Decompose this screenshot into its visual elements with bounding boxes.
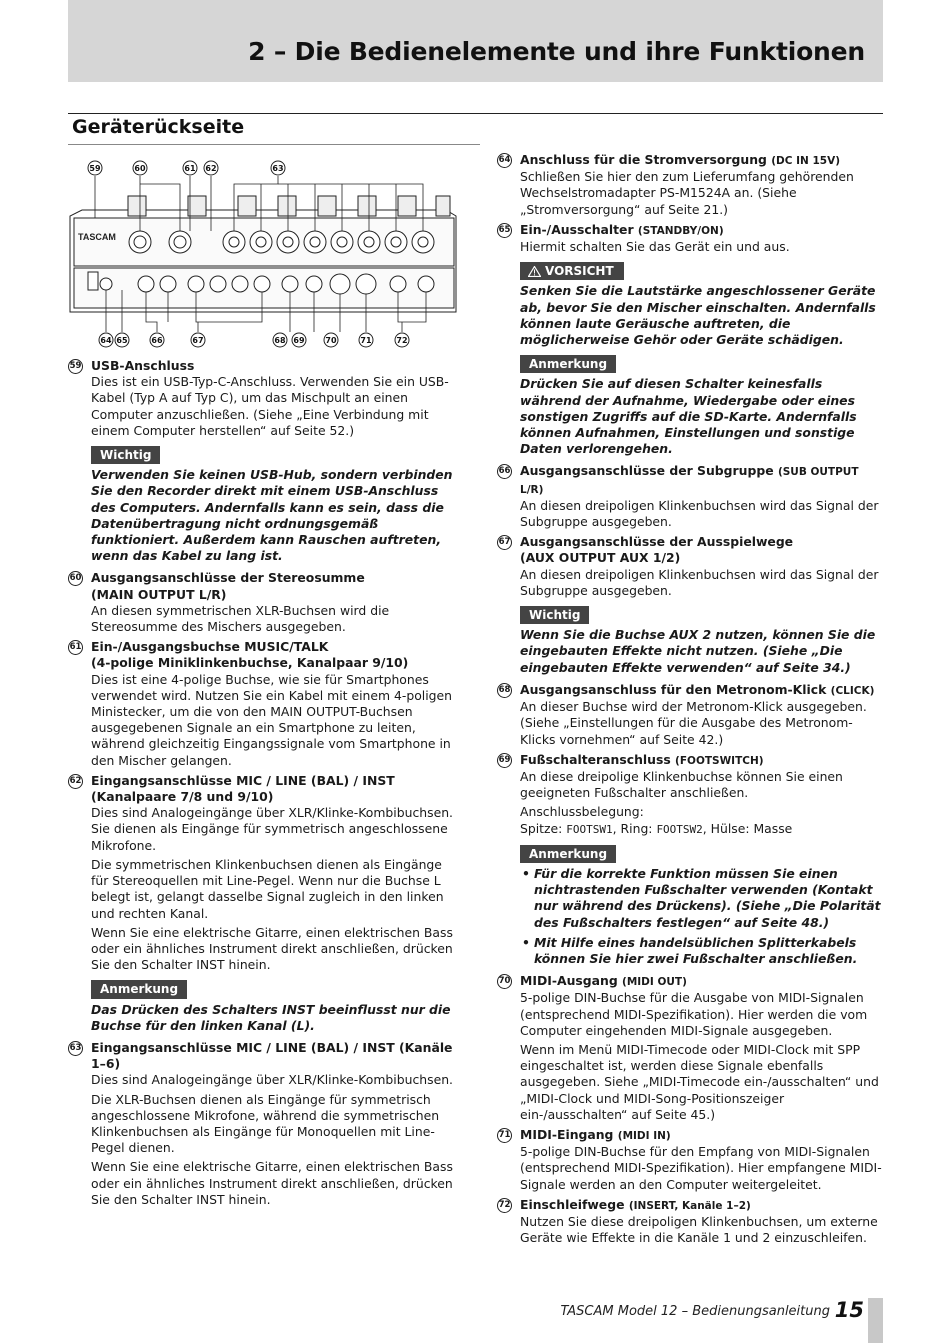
svg-text:70: 70 — [325, 336, 337, 345]
item-heading: Anschluss für die Stromversorgung — [520, 152, 767, 167]
item-heading-sub: (SUB OUTPUT L/R) — [520, 466, 859, 496]
note-anmerkung-2 — [520, 845, 883, 967]
note-text: Das Drücken des Schalters INST beeinflusst nur die Buchse für den linken Kanal (L). — [91, 1001, 451, 1033]
item-number: 71 — [497, 1128, 512, 1143]
item-number: 62 — [68, 774, 83, 789]
rear-panel-diagram — [68, 152, 463, 352]
footer-tab — [868, 1298, 883, 1343]
item-number: 67 — [497, 535, 512, 550]
page-number: 15 — [834, 1298, 864, 1322]
list-item: • Mit Hilfe eines handelsüblichen Splitterkabels können Sie hier zwei Fußschalter anschließen. — [520, 935, 883, 967]
item-body: Die XLR-Buchsen dienen als Eingänge für symmetrisch angeschlossene Mikrofone, während die symmetrischen Klinkenbuchsen als Eingänge für Monoquellen mit Line-Pegel dienen. — [91, 1091, 440, 1156]
item-69 — [497, 752, 883, 838]
item-body: An diese dreipolige Klinkenbuchse können Sie einen geeigneten Fußschalter anschließen. — [520, 768, 843, 801]
item-number: 59 — [68, 359, 83, 374]
item-number: 65 — [497, 223, 512, 238]
item-body: Wenn im Menü MIDI-Timecode oder MIDI-Clock mit SPP eingeschaltet ist, werden diese Signale ebenfalls ausgegeben. Siehe „MIDI-Timecode ein-/ausschalten“ und „MIDI-Clock und MIDI-Song-Positionszeiger ein-/ausschalten“ auf Seite 45.) — [520, 1041, 879, 1122]
note-wichtig — [91, 446, 458, 564]
item-body: Hiermit schalten Sie das Gerät ein und aus. — [520, 239, 790, 255]
callout-59 — [88, 161, 102, 175]
pin-label: , Hülse: Masse — [702, 820, 793, 836]
callout-60 — [133, 161, 147, 175]
item-body: Nutzen Sie diese dreipoligen Klinkenbuchsen, um externe Geräte wie Effekte in die Kanäle 1 und 2 einzuschleifen. — [520, 1213, 878, 1246]
pin-value: FOOTSW2 — [656, 822, 703, 836]
item-heading: Ausgangsanschlüsse der Subgruppe — [520, 463, 774, 479]
brand-logo: TASCAM — [78, 232, 116, 242]
chapter-title: 2 – Die Bedienelemente und ihre Funktionen — [248, 37, 865, 66]
note-label: Anmerkung — [91, 980, 187, 998]
callout-64 — [99, 333, 113, 347]
footer-text: TASCAM Model 12 – Bedienungsanleitung — [560, 1304, 830, 1319]
note-wichtig-right — [520, 606, 883, 676]
item-heading: Ausgangsanschlüsse der Ausspielwege — [520, 534, 794, 550]
item-heading-sub: (Kanalpaare 7/8 und 9/10) — [91, 789, 274, 805]
warning-icon — [528, 266, 541, 277]
callout-61 — [183, 161, 197, 175]
item-heading: Ausgangsanschlüsse der Stereosumme — [91, 570, 365, 586]
item-60 — [68, 570, 458, 635]
item-number: 70 — [497, 974, 512, 989]
item-number: 63 — [68, 1041, 83, 1056]
item-heading: Eingangsanschlüsse MIC / LINE (BAL) / INST — [91, 772, 395, 788]
item-body: Dies sind Analogeingänge über XLR/Klinke-Kombibuchsen. Sie dienen als Eingänge für symmetrisch angeschlossene Mikrofone. — [91, 805, 453, 853]
callout-66 — [150, 333, 164, 347]
note-label: Wichtig — [91, 446, 160, 464]
item-body: An diesen dreipoligen Klinkenbuchsen wird das Signal der Subgruppe ausgegeben. — [520, 566, 879, 598]
note-label: Anmerkung — [520, 355, 616, 373]
callout-65 — [115, 333, 129, 347]
item-body: 5-polige DIN-Buchse für den Empfang von MIDI-Signalen (entsprechend MIDI-Spezifikation). Hier empfangene MIDI-Signale werden an den Computer weitergeleitet. — [520, 1144, 882, 1192]
item-65 — [497, 222, 883, 255]
item-72 — [497, 1197, 883, 1247]
note-list — [520, 866, 883, 967]
item-67 — [497, 534, 883, 599]
svg-text:68: 68 — [274, 336, 286, 345]
callout-63 — [271, 161, 285, 175]
callout-70 — [324, 333, 338, 347]
svg-text:71: 71 — [360, 336, 372, 345]
chapter-header — [68, 0, 883, 82]
item-66 — [497, 463, 883, 530]
pin-label: Spitze: — [520, 820, 563, 836]
svg-text:62: 62 — [205, 164, 217, 173]
callout-62 — [204, 161, 218, 175]
item-heading: Einschleifwege — [520, 1196, 625, 1212]
item-number: 60 — [68, 571, 83, 586]
section-divider — [68, 113, 883, 114]
item-body: Dies sind Analogeingänge über XLR/Klinke-Kombibuchsen. — [91, 1072, 453, 1088]
svg-text:72: 72 — [396, 336, 408, 345]
item-body: Wenn Sie eine elektrische Gitarre, einen elektrischen Bass oder ein ähnliches Instrument direkt anschließen, drücken Sie den Schalter INST hinein. — [91, 1159, 453, 1207]
svg-text:61: 61 — [184, 164, 196, 173]
svg-text:64: 64 — [100, 336, 112, 345]
item-heading-sub: (MIDI OUT) — [622, 976, 687, 989]
item-number: 66 — [497, 464, 512, 479]
item-heading: Eingangsanschlüsse MIC / LINE (BAL) / INST (Kanäle 1–6) — [91, 1039, 453, 1072]
note-text: Wenn Sie die Buchse AUX 2 nutzen, können Sie die eingebauten Effekte nicht nutzen. (Siehe „Die eingebauten Effekte verwenden“ auf Seite 34.) — [520, 627, 876, 675]
svg-text:59: 59 — [89, 164, 101, 173]
callout-67 — [191, 333, 205, 347]
item-heading-sub: (STANDBY/ON) — [637, 224, 724, 237]
item-heading: MIDI-Ausgang — [520, 973, 618, 989]
item-number: 68 — [497, 683, 512, 698]
item-heading: MIDI-Eingang — [520, 1126, 614, 1142]
callout-69 — [292, 333, 306, 347]
note-label: Wichtig — [520, 606, 589, 624]
item-body: An diesen symmetrischen XLR-Buchsen wird die Stereosumme des Mischers ausgegeben. — [91, 602, 390, 635]
item-70 — [497, 973, 883, 1123]
item-body: Wenn Sie eine elektrische Gitarre, einen elektrischen Bass oder ein ähnliches Instrument direkt anschließen, drücken Sie den Schalter INST hinein. — [91, 924, 453, 973]
callout-71 — [359, 333, 373, 347]
note-anmerkung-1 — [520, 355, 883, 457]
item-heading-sub: (MAIN OUTPUT L/R) — [91, 586, 227, 602]
pin-value: FOOTSW1 — [566, 822, 613, 836]
note-anmerkung — [91, 980, 458, 1034]
note-text: Senken Sie die Lautstärke angeschlossener Geräte ab, bevor Sie den Mischer einschalten. Andernfalls können laute Geräusche auftreten, die möglicherweise Gehör oder Geräte schädigen. — [520, 283, 876, 348]
item-body: An diesen dreipoligen Klinkenbuchsen wird das Signal der Subgruppe ausgegeben. — [520, 497, 879, 530]
item-body: Dies ist ein USB-Typ-C-Anschluss. Verwenden Sie ein USB-Kabel (Typ A auf Typ C), um das Mischpult an einen Computer anzuschließen. (Siehe „Eine Verbindung mit einem Computer herstellen“ auf Seite 52.) — [91, 374, 449, 438]
item-64 — [497, 152, 883, 218]
item-59 — [68, 358, 458, 439]
item-body: Dies ist eine 4-polige Buchse, wie sie für Smartphones verwendet wird. Nutzen Sie ein Kabel mit einem 4-poligen Ministecker, um die von den MAIN OUTPUT-Buchsen ausgegebenen Signale an ein Smartphone zu leiten, während gleichzeitig Eingangssignale vom Smartphone in den Mischer gelangen. — [91, 671, 453, 768]
callout-68 — [273, 333, 287, 347]
item-number: 64 — [497, 153, 512, 168]
item-body: Anschlussbelegung: — [520, 804, 644, 820]
note-text: Verwenden Sie keinen USB-Hub, sondern verbinden Sie den Recorder direkt mit einem USB-Anschluss des Computers. Andernfalls kann es sein, dass die Datenübertragung nicht ordnungsgemäß funktioniert. Außerdem kann Rauschen auftreten, wenn das Kabel zu lang ist. — [91, 467, 453, 564]
footswitch-pin-assignment — [520, 821, 883, 838]
item-body: Schließen Sie hier den zum Lieferumfang gehörenden Wechselstromadapter PS-M1524A an. (Siehe „Stromversorgung“ auf Seite 21.) — [520, 169, 854, 217]
item-heading-sub: (MIDI IN) — [617, 1129, 671, 1142]
item-heading: Ein-/Ausschalter — [520, 221, 634, 237]
item-number: 69 — [497, 753, 512, 768]
item-61 — [68, 639, 458, 769]
item-heading-sub: (CLICK) — [830, 684, 875, 697]
note-text: Drücken Sie auf diesen Schalter keinesfalls während der Aufnahme, Wiedergabe oder eines sonstigen Zugriffs auf die SD-Karte. Andernfalls können Aufnahmen, Einstellungen und sonstige Daten verlorengehen. — [520, 376, 857, 457]
section-underline — [68, 144, 480, 145]
svg-text:60: 60 — [134, 164, 146, 173]
caution-label-text: VORSICHT — [545, 264, 614, 279]
pin-label: , Ring: — [612, 820, 653, 836]
svg-text:69: 69 — [293, 336, 305, 345]
svg-text:65: 65 — [116, 336, 128, 345]
callout-72 — [395, 333, 409, 347]
item-heading-sub: (FOOTSWITCH) — [675, 754, 764, 767]
item-68 — [497, 682, 883, 748]
item-number: 61 — [68, 640, 83, 655]
svg-text:63: 63 — [272, 164, 284, 173]
item-heading-sub: (DC IN 15V) — [771, 155, 840, 167]
item-number: 72 — [497, 1198, 512, 1213]
item-body: 5-polige DIN-Buchse für die Ausgabe von MIDI-Signalen (entsprechend MIDI-Spezifikation). Hier werden die vom Computer eingehenden MIDI-Signale ausgegeben. — [520, 990, 868, 1038]
note-label: Anmerkung — [520, 845, 616, 863]
left-column — [68, 358, 458, 1212]
item-body: An dieser Buchse wird der Metronom-Klick ausgegeben. (Siehe „Einstellungen für die Ausgabe des Metronom-Klicks vornehmen“ auf Seite 42.) — [520, 699, 867, 747]
item-heading-sub: (AUX OUTPUT AUX 1/2) — [520, 550, 681, 566]
section-title: Geräterückseite — [72, 116, 245, 138]
item-heading-sub: (INSERT, Kanäle 1–2) — [628, 1199, 751, 1212]
item-heading-sub: (4-polige Miniklinkenbuchse, Kanalpaar 9/10) — [91, 655, 409, 671]
item-63 — [68, 1040, 458, 1208]
item-62 — [68, 773, 458, 973]
svg-text:66: 66 — [151, 336, 163, 345]
item-body: Die symmetrischen Klinkenbuchsen dienen als Eingänge für Stereoquellen mit Line-Pegel. Wenn nur die Buchse L belegt ist, gelangt dasselbe Signal zugleich in den linken und rechten Kanal. — [91, 856, 444, 921]
note-vorsicht — [520, 262, 883, 348]
item-heading: USB-Anschluss — [91, 358, 195, 373]
item-heading: Ein-/Ausgangsbuchse MUSIC/TALK — [91, 639, 329, 655]
item-heading: Ausgangsanschluss für den Metronom-Klick — [520, 681, 827, 697]
caution-label — [520, 262, 624, 280]
item-heading: Fußschalteranschluss — [520, 751, 671, 767]
item-71 — [497, 1127, 883, 1193]
right-column — [497, 152, 883, 1250]
svg-text:67: 67 — [192, 336, 204, 345]
list-item: • Für die korrekte Funktion müssen Sie einen nichtrastenden Fußschalter verwenden (Kontakt nur während des Drückens). (Siehe „Die Polarität des Fußschalters festlegen“ auf Seite 48.) — [520, 866, 883, 931]
